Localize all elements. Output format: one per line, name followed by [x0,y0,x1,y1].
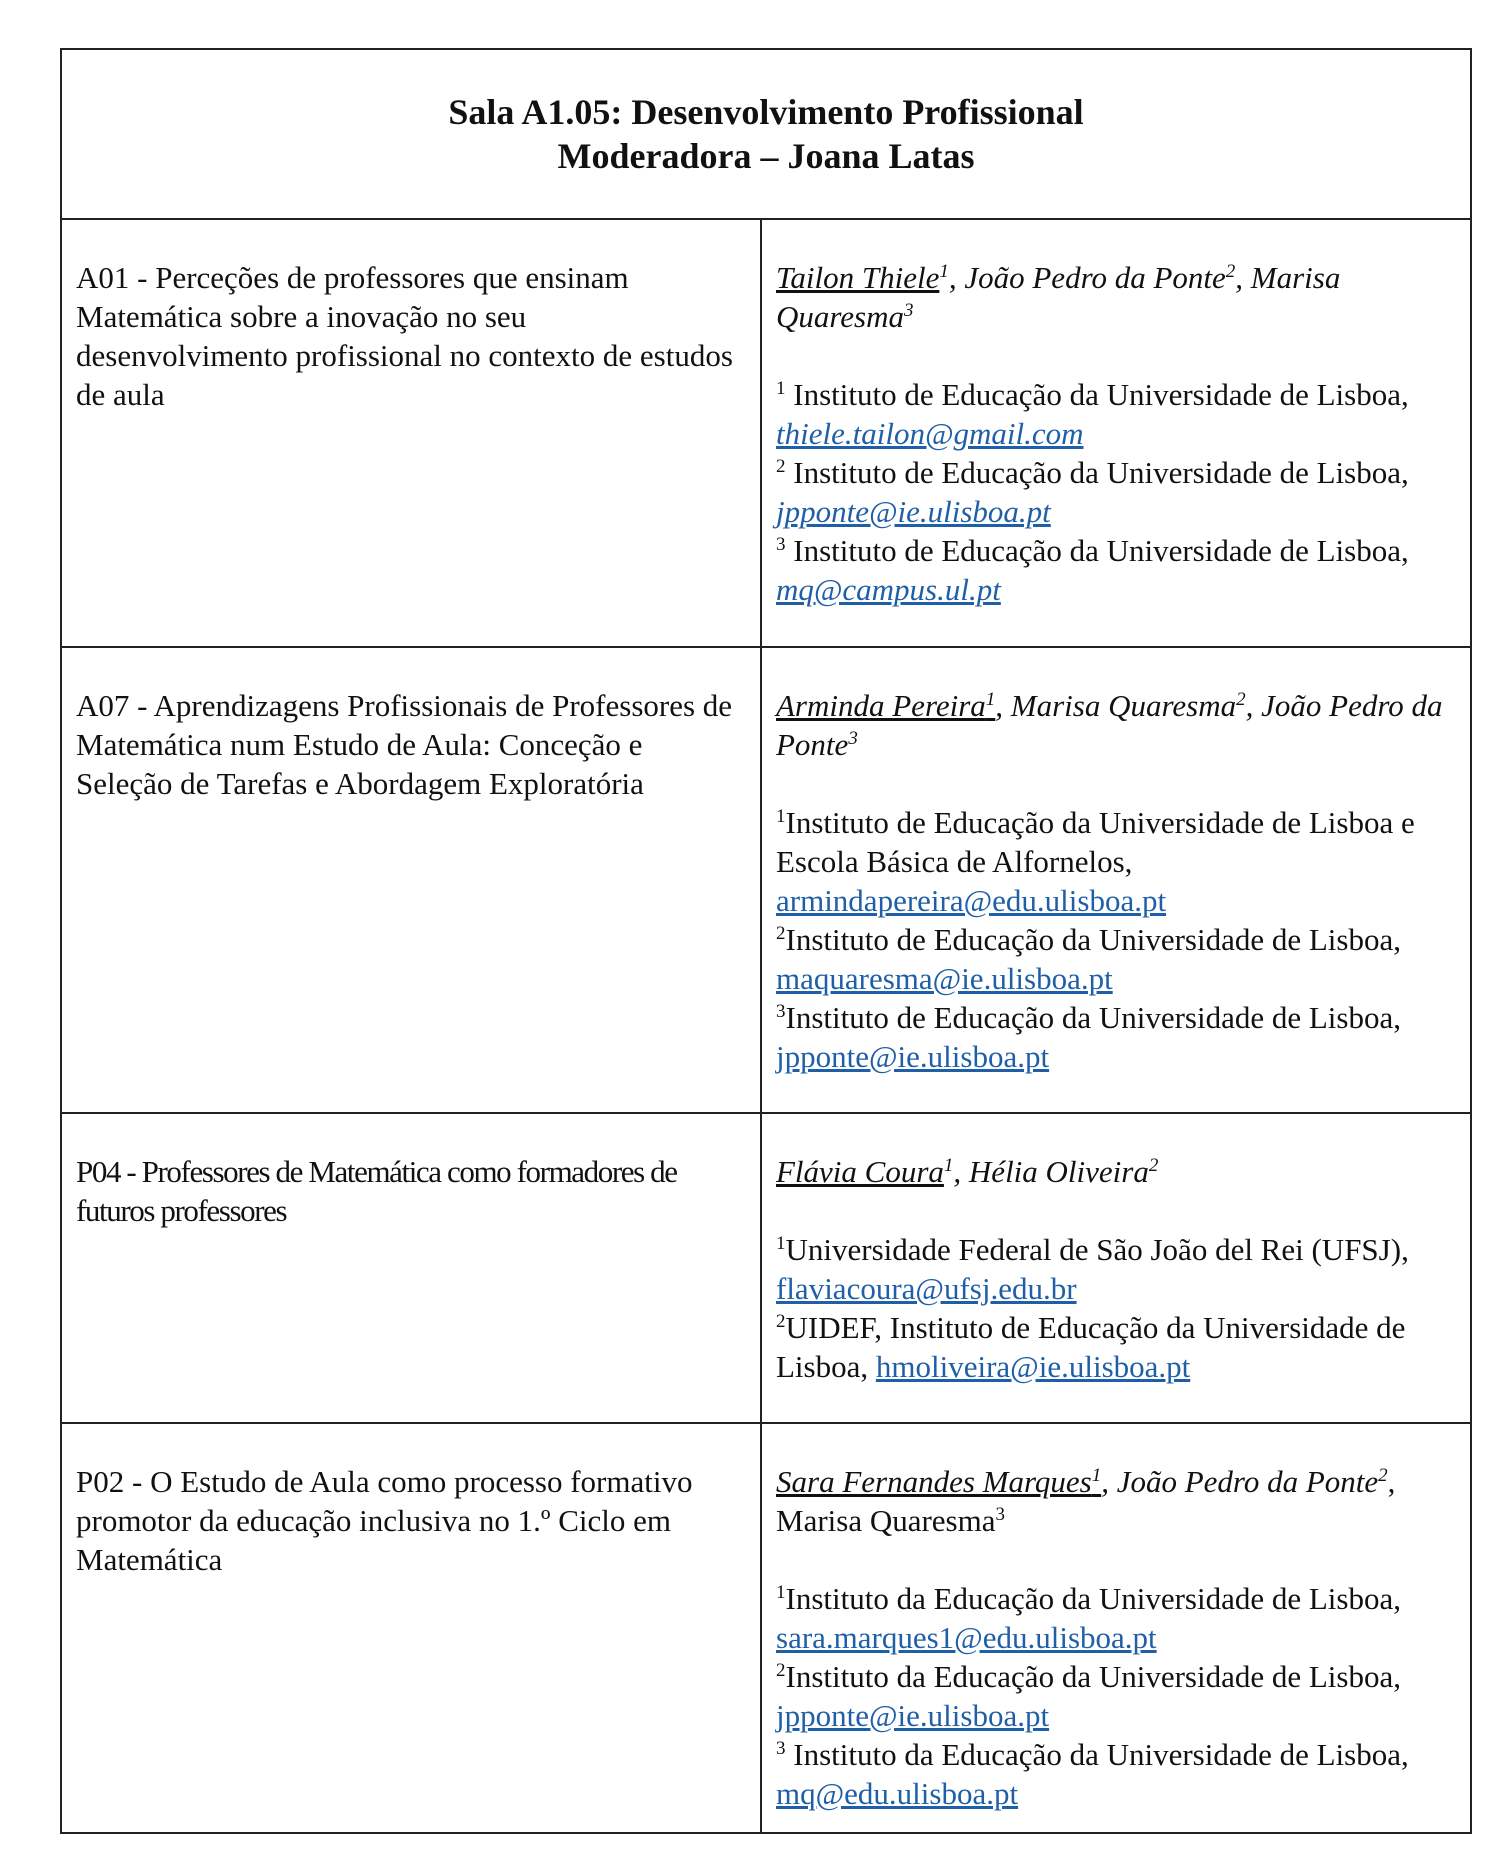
email-link[interactable]: sara.marques1@edu.ulisboa.pt [776,1620,1157,1655]
table-row [62,1114,1470,1424]
email-link[interactable]: hmoliveira@ie.ulisboa.pt [875,1349,1191,1384]
affiliation: $^2$ Instituto de Educação da Universidade de Lisboa, jpponte@ie.ulisboa.pt [776,455,1409,529]
presenting-author: Tailon Thiele [776,260,940,295]
email-link[interactable]: flaviacoura@ufsj.edu.br [776,1271,1077,1306]
affiliation: $^2$Instituto de Educação da Universidade de Lisboa, maquaresma@ie.ulisboa.pt [776,922,1401,996]
author: João Pedro da Ponte [1116,1464,1379,1499]
author: Marisa Quaresma [776,260,1341,334]
email-link[interactable]: armindapereira@edu.ulisboa.pt [776,883,1167,918]
email-link[interactable]: jpponte@ie.ulisboa.pt [776,494,1051,529]
author: João Pedro da Ponte [964,260,1226,295]
author-list: Tailon Thiele$^1$, João Pedro da Ponte$^2$, Marisa Quaresma$^3$ [776,260,1341,334]
authors-cell [776,258,1466,609]
affiliation: $^3$Instituto de Educação da Universidade de Lisboa, jpponte@ie.ulisboa.pt [776,1000,1401,1074]
affiliation: $^1$Universidade Federal de São João del Rei (UFSJ), flaviacoura@ufsj.edu.br [776,1232,1409,1306]
email-link[interactable]: maquaresma@ie.ulisboa.pt [776,961,1113,996]
affiliation: $^3$ Instituto da Educação da Universidade de Lisboa, mq@edu.ulisboa.pt [776,1737,1409,1811]
presentation-title: P04 - Professores de Matemática como formadores de futuros professores [76,1154,677,1228]
presentation-title: P02 - O Estudo de Aula como processo formativo promotor da educação inclusiva no 1.º Ciclo em Matemática [76,1464,693,1577]
author-list: Flávia Coura$^1$, Hélia Oliveira$^2$ [776,1154,1159,1189]
author-list: Sara Fernandes Marques$^1$, João Pedro da Ponte$^2$, Marisa Quaresma$^3$ [776,1464,1396,1538]
email-link[interactable]: thiele.tailon@gmail.com [776,416,1084,451]
moderator-line: Moderadora – Joana Latas [557,136,975,176]
author: João Pedro da Ponte [776,688,1443,762]
affiliation: $^1$Instituto da Educação da Universidade de Lisboa, sara.marques1@edu.ulisboa.pt [776,1581,1401,1655]
presentation-title: A07 - Aprendizagens Profissionais de Professores de Matemática num Estudo de Aula: Conceção e Seleção de Tarefas e Abordagem Exploratória [76,688,733,801]
presentation-title: A01 - Perceções de professores que ensinam Matemática sobre a inovação no seu desenvolvimento profissional no contexto de estudos de aula [76,260,733,412]
authors-cell [776,686,1466,1076]
table-row [62,220,1470,648]
author: Marisa Quaresma [1010,688,1237,723]
author: Hélia Oliveira [968,1154,1149,1189]
presenting-author: Arminda Pereira$^1$ [776,688,996,723]
presenting-author: Flávia Coura [776,1154,944,1189]
authors-cell [776,1462,1466,1813]
affiliation: $^1$Instituto de Educação da Universidade de Lisboa e Escola Básica de Alfornelos, armindapereira@edu.ulisboa.pt [776,805,1415,918]
email-link[interactable]: mq@edu.ulisboa.pt [776,1776,1019,1811]
email-link[interactable]: mq@campus.ul.pt [776,572,1001,607]
table-row [62,1424,1470,1834]
session-room-title: Sala A1.05: Desenvolvimento Profissional [448,92,1084,132]
email-link[interactable]: jpponte@ie.ulisboa.pt [776,1039,1050,1074]
program-table [60,48,1472,1834]
presenting-author: Sara Fernandes Marques$^1$ [776,1464,1102,1499]
table-row [62,648,1470,1114]
affiliation: $^1$ Instituto de Educação da Universidade de Lisboa, thiele.tailon@gmail.com [776,377,1409,451]
affiliation: $^2$UIDEF, Instituto de Educação da Universidade de Lisboa, hmoliveira@ie.ulisboa.pt [776,1310,1406,1384]
email-link[interactable]: jpponte@ie.ulisboa.pt [776,1698,1050,1733]
authors-cell [776,1152,1466,1386]
author: Marisa Quaresma [776,1503,996,1538]
table-header [62,50,1470,220]
affiliation: $^3$ Instituto de Educação da Universidade de Lisboa, mq@campus.ul.pt [776,533,1409,607]
affiliation: $^2$Instituto da Educação da Universidade de Lisboa, jpponte@ie.ulisboa.pt [776,1659,1401,1733]
author-list: Arminda Pereira$^1$, Marisa Quaresma$^2$, João Pedro da Ponte$^3$ [776,688,1443,762]
